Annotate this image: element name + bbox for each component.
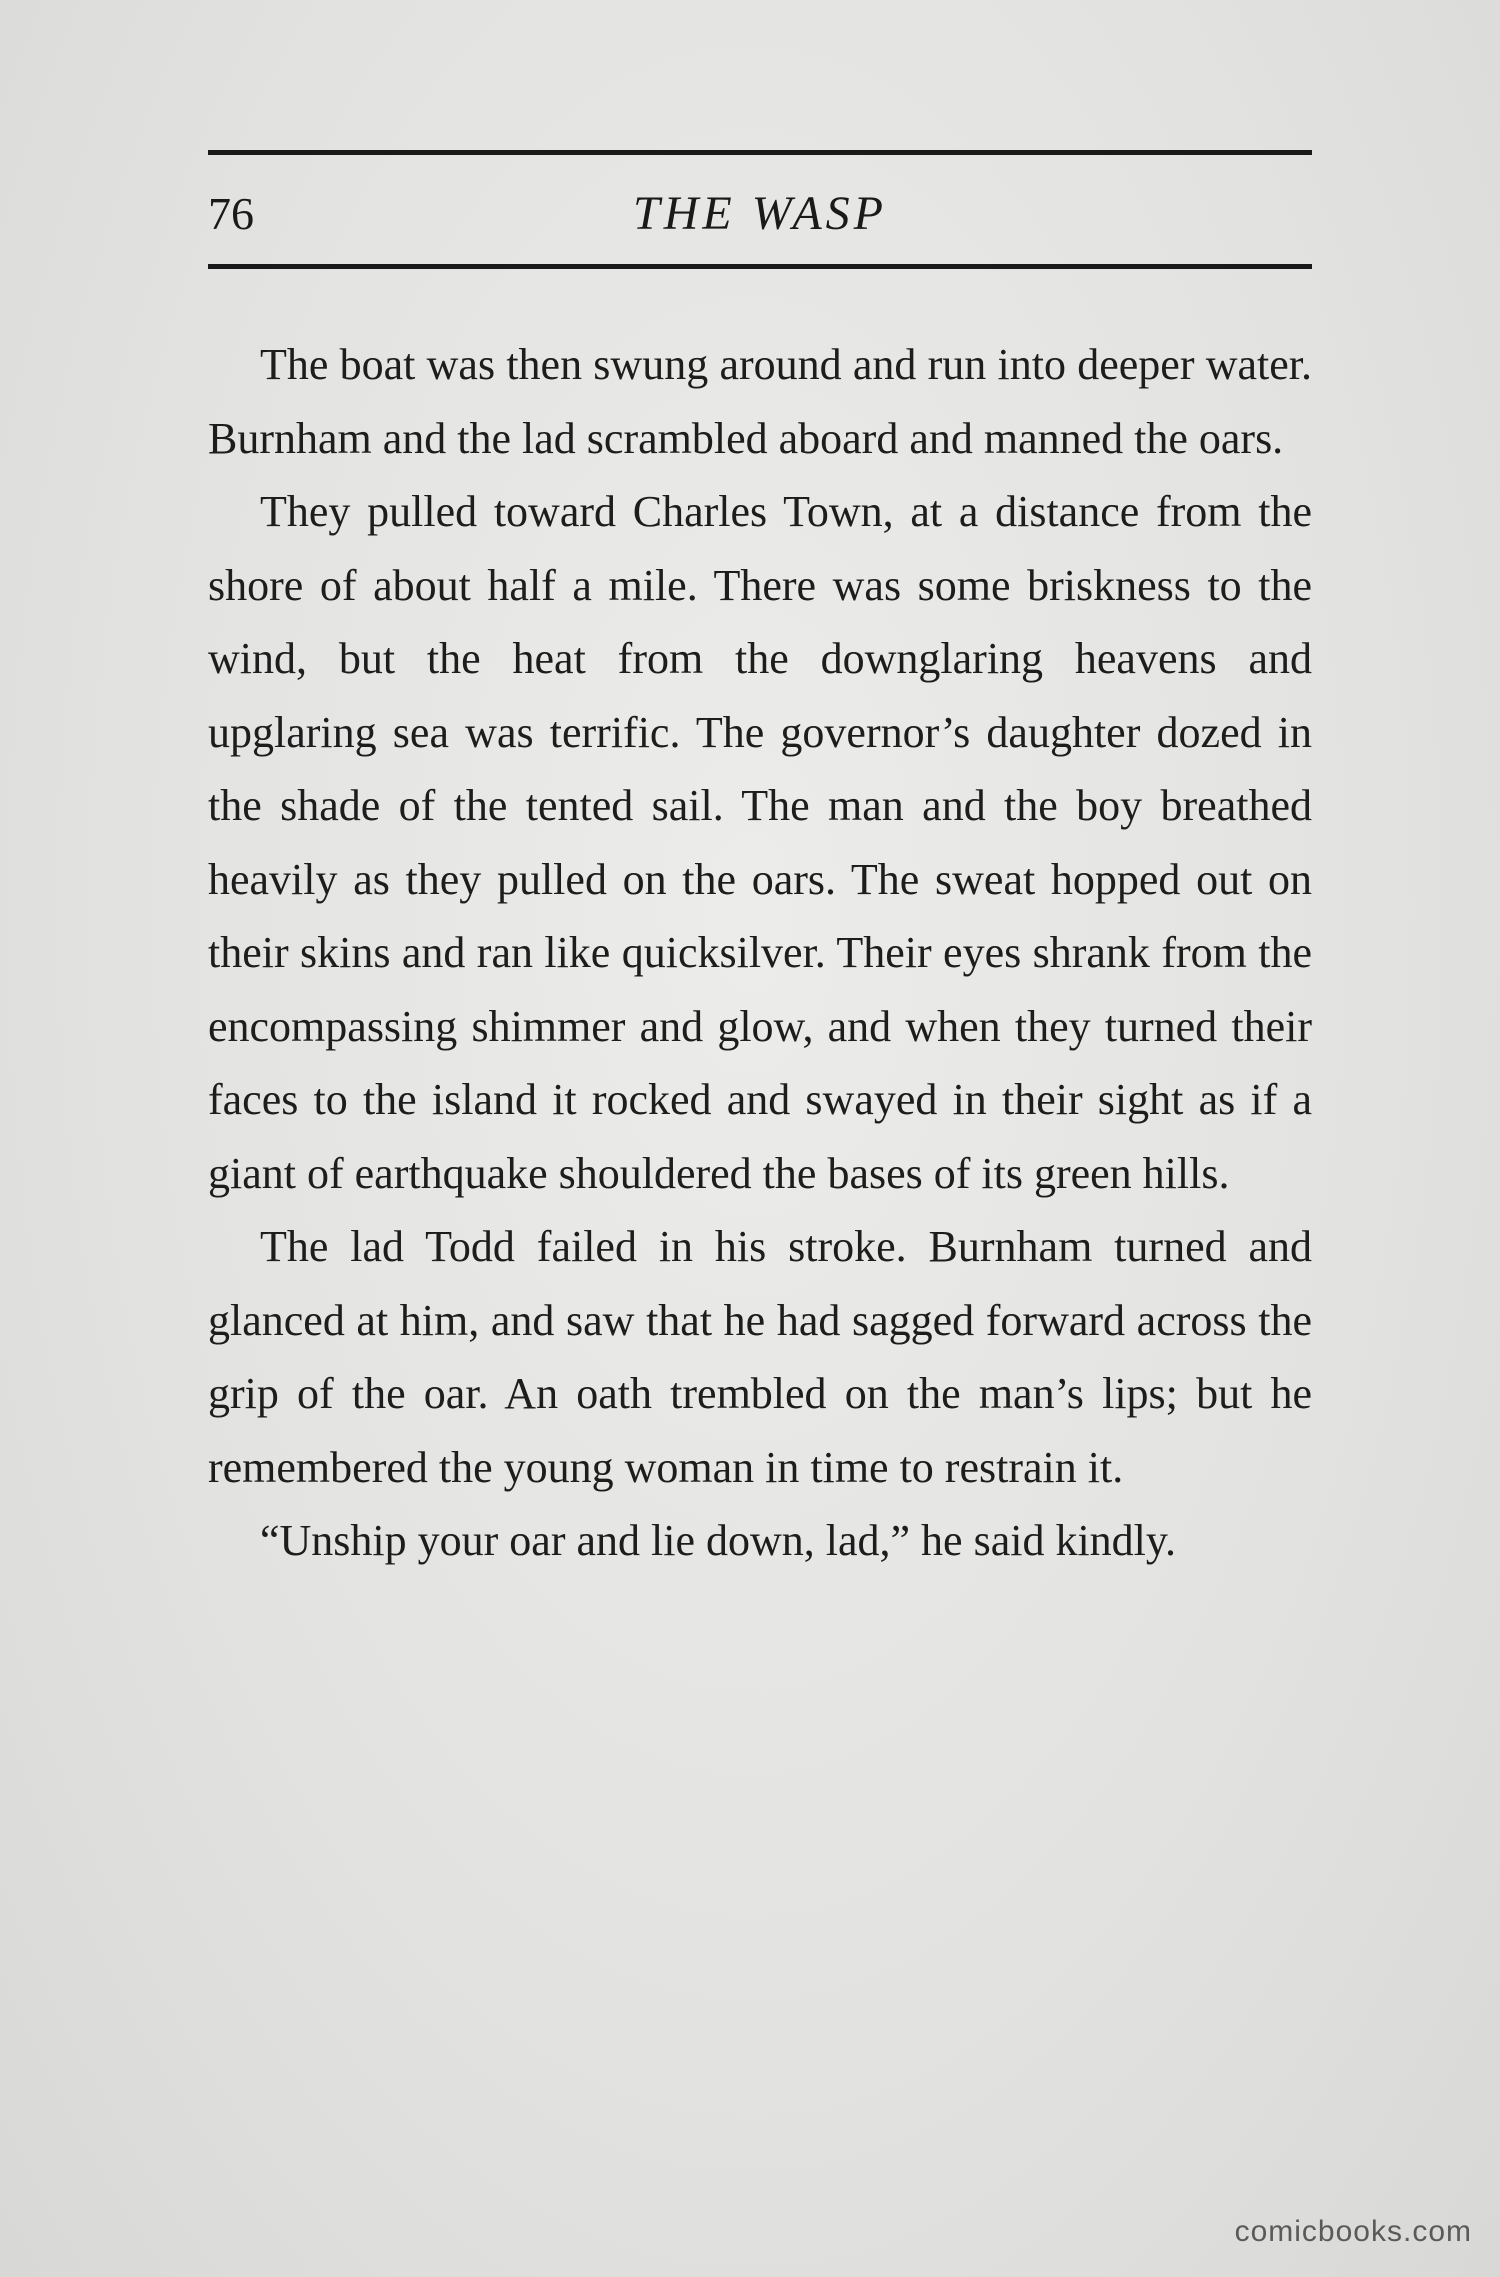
body-text [208,328,1312,1578]
running-head [208,180,1312,250]
paragraph-2: They pulled toward Charles Town, at a distance from the shore of about half a mile. There was some briskness to the wind, but the heat from the downglaring heavens and upglaring sea was terrific. The governor’s daughter dozed in the shade of the tented sail. The man and the boy breathed heavily as they pulled on the oars. The sweat hopped out on their skins and ran like quicksilver. Their eyes shrank from the encompassing shimmer and glow, and when they turned their faces to the island it rocked and swayed in their sight as if a giant of earthquake shouldered the bases of its green hills. [208,487,1312,1198]
header-rule-bottom [208,264,1312,269]
paragraph-1: The boat was then swung around and run into deeper water. Burnham and the lad scrambled aboard and manned the oars. [208,340,1312,463]
running-title: THE WASP [633,187,887,240]
paragraph-4: “Unship your oar and lie down, lad,” he said kindly. [260,1516,1177,1565]
paragraph-3: The lad Todd failed in his stroke. Burnham turned and glanced at him, and saw that he had sagged forward across the grip of the oar. An oath trembled on the man’s lips; but he remembered the young woman in time to restrain it. [208,1222,1312,1492]
watermark: comicbooks.com [1234,2215,1472,2248]
page-number: 76 [208,188,254,239]
header-rule-top [208,150,1312,155]
